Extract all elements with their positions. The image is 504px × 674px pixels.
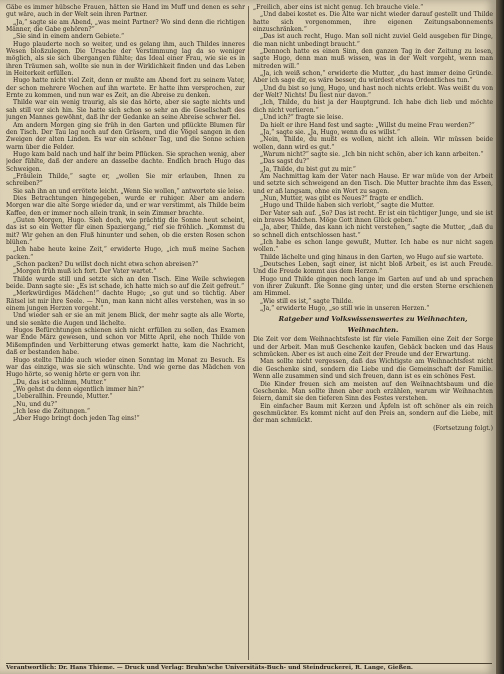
paragraph: Gäbe es immer hübsche Frauen, hätten sie Hand im Muff und denen es sehr gut wäre, auch in der Welt sein ihren Partner. xyxy=(6,4,245,19)
paragraph: Sie sah ihn an und errötete leicht. „Wenn Sie wollen,“ antwortete sie leise. xyxy=(13,187,245,195)
right-column-article xyxy=(253,336,493,424)
paragraph: „Ich, Thilde, du bist ja der Hauptgrund. Ich habe dich lieb und möchte dich nicht verlieren.“ xyxy=(253,99,493,114)
column-divider xyxy=(248,6,249,660)
paragraph: „Freilich, aber eins ist nicht genug. Ich brauche viele.“ xyxy=(253,4,424,11)
paragraph: „Wie still es ist,“ sagte Thilde. xyxy=(260,297,354,305)
paragraph: „Das sagst du?“ xyxy=(260,158,310,166)
paragraph: „Hugo und Thilde haben sich verlobt,“ sagte die Mutter. xyxy=(260,202,435,210)
paragraph: „Und ich?“ fragte sie leise. xyxy=(260,114,344,122)
paragraph: „Du, das ist schlimm, Mutter.“ xyxy=(13,378,107,386)
paragraph: Hugo hatte nicht viel Zeit, denn er mußte am Abend fort zu seinem Vater, der schon mehrere Wochen auf ihn wartete. Er hatte ihm versprochen, zur Ernte zu kommen, und nun war es Zeit, an die Abreise zu denken. xyxy=(6,77,245,100)
paragraph: „Und du bist so jung, Hugo, und hast noch nichts erlebt. Was weißt du von der Welt? Nichts! Du liest nur davon.“ xyxy=(253,84,493,100)
paragraph: Am Nachmittag kam der Vater nach Hause. Er war müde von der Arbeit und setzte sich schweigend an den Tisch. Die Mutter brachte ihm das Essen, und er aß langsam, ohne ein Wort zu sagen. xyxy=(253,172,493,195)
continued-note: (Fortsetzung folgt.) xyxy=(433,424,493,432)
paragraph: „Nu, und du?“ xyxy=(13,400,58,408)
paragraph: „Warum nicht?“ sagte sie. „Ich bin nicht schön, aber ich kann arbeiten.“ xyxy=(260,150,484,158)
paragraph: Dies Betrachtungen hingegeben, wurde er ruhiger. Aber am andern Morgen war die alte Sorge wieder da, und er war verstimmt, als Thilde beim Kaffee, den er immer noch allein trank, in sein Zimmer brachte. xyxy=(6,194,245,217)
paragraph: „Ich habe es schon lange gewußt, Mutter. Ich habe es nur nicht sagen wollen.“ xyxy=(253,239,493,254)
paragraph: Thilde lächelte und ging hinaus in den Garten, wo Hugo auf sie wartete. xyxy=(260,253,484,261)
page-edge-shadow xyxy=(496,0,504,674)
paragraph: Hugo und Thilde gingen noch lange im Garten auf und ab und sprachen von ihrer Zukunft. Die Sonne ging unter, und die ersten Sterne erschienen am Himmel. xyxy=(253,275,493,298)
paragraph: „Nein, Thilde, du mußt es wollen, nicht ich allein. Wir müssen beide wollen, dann wird es gut.“ xyxy=(253,136,493,151)
paragraph: „Ja,“ erwiderte Hugo, „so still wie in unseren Herzen.“ xyxy=(260,305,430,313)
paragraph: „Merkwürdiges Mädchen!“ dachte Hugo; „so gut und so tüchtig. Aber Rätsel ist mir ihre Seele. — Nun, man kann nicht alles verstehen, was in so einem jungen Herzen vorgeht.“ xyxy=(6,290,245,313)
right-text-column xyxy=(253,4,493,668)
paragraph: Hugo plauderte noch so weiter, und es gelang ihm, auch Thildes inneres Wesen bloßzulegen. Die Ursache der Verstimmung lag da so weniger möglich, als sie sich übergangen fühlte; das Ideal einer Frau, wie sie es in ihren Träumen sah, wollte sie nun in der Wirklichkeit finden und das Leben in Heiterkeit erfüllen. xyxy=(6,40,245,78)
paragraph: Am andern Morgen ging sie früh in den Garten und pflückte Blumen für den Tisch. Der Tau lag noch auf den Gräsern, und die Vögel sangen in den Zweigen der alten Linden. Es war ein schöner Tag, und die Sonne schien warm über die Felder. xyxy=(6,121,245,151)
paragraph: „Aber Hugo bringt doch jeden Tag eins!“ xyxy=(13,415,140,423)
paragraph: Der Vater sah auf. „So? Das ist recht. Er ist ein tüchtiger Junge, und sie ist ein braves Mädchen. Möge Gott ihnen Glück geben.“ xyxy=(253,209,493,224)
paragraph: Da hielt er ihre Hand fest und sagte: „Willst du meine Frau werden?“ xyxy=(260,121,475,129)
paragraph: Thilde wurde still und setzte sich an den Tisch. Eine Weile schwiegen beide. Dann sagte sie: „Es ist schade, ich hatte mich so auf die Zeit gefreut.“ xyxy=(6,275,245,291)
paragraph: Und wieder sah er sie an mit jenem Blick, der mehr sagte als alle Worte, und sie senkte die Augen und lächelte. xyxy=(6,312,245,327)
paragraph: „Nun, Mutter, was gibt es Neues?“ fragte er endlich. xyxy=(260,194,424,202)
paragraph: „Ja,“ sagte sie. „Ja, Hugo, wenn du es willst.“ xyxy=(260,128,400,136)
paragraph: Hugo stellte Thilde auch wieder einen Sonntag im Monat zu Besuch. Es war das einzige, was sie sich wünschte. Und wie gerne das Mädchen von Hugo hörte, so wenig hörte er gern von ihr. xyxy=(6,356,245,379)
paragraph: Man sollte nicht vergessen, daß das Wichtigste am Weihnachtsfest nicht die Geschenke sind, sondern die Liebe und die Gemeinschaft der Familie. Wenn alle zusammen sind und sich freuen, dann ist es ein schönes Fest. xyxy=(253,358,493,381)
paragraph: „Ja,“ sagte sie am Abend, „was meint Partner? Wo sind denn die richtigen Männer, die Gabe gehören?“ xyxy=(6,18,245,34)
paragraph: Ein einfacher Baum mit Kerzen und Äpfeln ist oft schöner als ein reich geschmückter. Es kommt nicht auf den Preis an, sondern auf die Liebe, mit der man schmückt. xyxy=(253,402,493,425)
paragraph: „Deutsches Leben, sagt einer, ist nicht bloß Arbeit, es ist auch Freude. Und die Freude kommt aus dem Herzen.“ xyxy=(253,261,493,276)
paragraph: Thilde war ein wenig traurig, als sie das hörte, aber sie sagte nichts und sah still vor sich hin. Sie hatte sich schon so sehr an die Gesellschaft des jungen Mannes gewöhnt, daß ihr der Gedanke an seine Abreise schwer fiel. xyxy=(6,99,245,122)
paragraph: „Morgen früh muß ich fort. Der Vater wartet.“ xyxy=(13,268,157,276)
paragraph: „Ich lese die Zeitungen.“ xyxy=(13,407,91,415)
right-column-story xyxy=(253,4,493,312)
paragraph: „Ja, Thilde, du bist gut zu mir.“ xyxy=(260,165,356,173)
paragraph: Hugos Befürchtungen schienen sich nicht erfüllen zu sollen, das Examen war Ende März gewesen, und schon vor Mitte April, ehe noch Thilde von Mißempfinden und Verbitterung etwas gemerkt hatte, kam die Nachricht, daß er bestanden habe. xyxy=(6,327,245,357)
paragraph: „Fräulein Thilde,“ sagte er, „wollen Sie mir erlauben, Ihnen zu schreiben?“ xyxy=(6,172,245,188)
paragraph: „Wo gehst du denn eigentlich immer hin?“ xyxy=(13,385,145,393)
paragraph: „Ueberallhin. Freunde, Mutter.“ xyxy=(13,393,113,401)
paragraph: „Guten Morgen, Hugo. Sieh doch, wie prächtig die Sonne heut scheint, das ist so ein Wetter für einen Spaziergang,“ rief sie fröhlich. „Kommst du mit? Wir gehen an den Fluß hinunter und sehen, ob die ersten Rosen schon blühen.“ xyxy=(6,216,245,246)
section-subheading: Weihnachten. xyxy=(347,326,399,335)
paragraph: „Ich habe heute keine Zeit,“ erwiderte Hugo, „ich muß meine Sachen packen.“ xyxy=(6,246,245,261)
paragraph: „Das ist auch recht, Hugo. Man soll nicht zuviel Geld ausgeben für Dinge, die man nicht unbedingt braucht.“ xyxy=(253,33,493,48)
paragraph: „Und dabei kostet es. Die Alte war nicht wieder darauf gestellt und Thilde hatte sich vorgenommen, ihre eigenen Zeitungsabonnements einzuschränken.“ xyxy=(253,11,493,34)
section-heading: Ratgeber und Volkswissenswertes zu Weihnachten, xyxy=(278,315,468,324)
paragraph: „Ja, ich weiß schon,“ erwiderte die Mutter, „du hast immer deine Gründe. Aber ich sage dir, es wäre besser, du würdest etwas Ordentliches tun.“ xyxy=(253,70,493,85)
paragraph: „Ja, aber, Thilde, das kann ich nicht verstehen,“ sagte die Mutter, „daß du so schnell dich entschlossen hast.“ xyxy=(253,224,493,239)
paragraph: „Dennoch hatte es einen Sinn, den ganzen Tag in der Zeitung zu lesen, sagte Hugo, denn man muß wissen, was in der Welt vorgeht, wenn man mitreden will.“ xyxy=(253,48,493,70)
paragraph: Die Zeit vor dem Weihnachtsfeste ist für viele Familien eine Zeit der Sorge und der Arbeit. Man muß Geschenke kaufen, Gebäck backen und das Haus schmücken. Aber es ist auch eine Zeit der Freude und der Erwartung. xyxy=(253,336,493,359)
left-text-column xyxy=(6,4,245,668)
paragraph: „Schon packen? Du willst doch nicht etwa schon abreisen?“ xyxy=(13,261,199,269)
imprint-footer: Verantwortlich: Dr. Hans Thieme. — Druck und Verlag: Bruhn'sche Universitäts-Buch- und Steindruckerei, R. Lange, Gießen. xyxy=(6,663,492,672)
paragraph: Hugo kam bald nach und half ihr beim Pflücken. Sie sprachen wenig, aber jeder fühlte, daß der andere an dasselbe dachte. Endlich brach Hugo das Schweigen. xyxy=(6,150,245,173)
paragraph: „Sie sind in einem andern Gebiete.“ xyxy=(13,33,125,41)
paragraph: Die Kinder freuen sich am meisten auf den Weihnachtsbaum und die Geschenke. Man sollte ihnen aber auch erzählen, warum wir Weihnachten feiern, damit sie den tieferen Sinn des Festes verstehen. xyxy=(253,380,493,403)
